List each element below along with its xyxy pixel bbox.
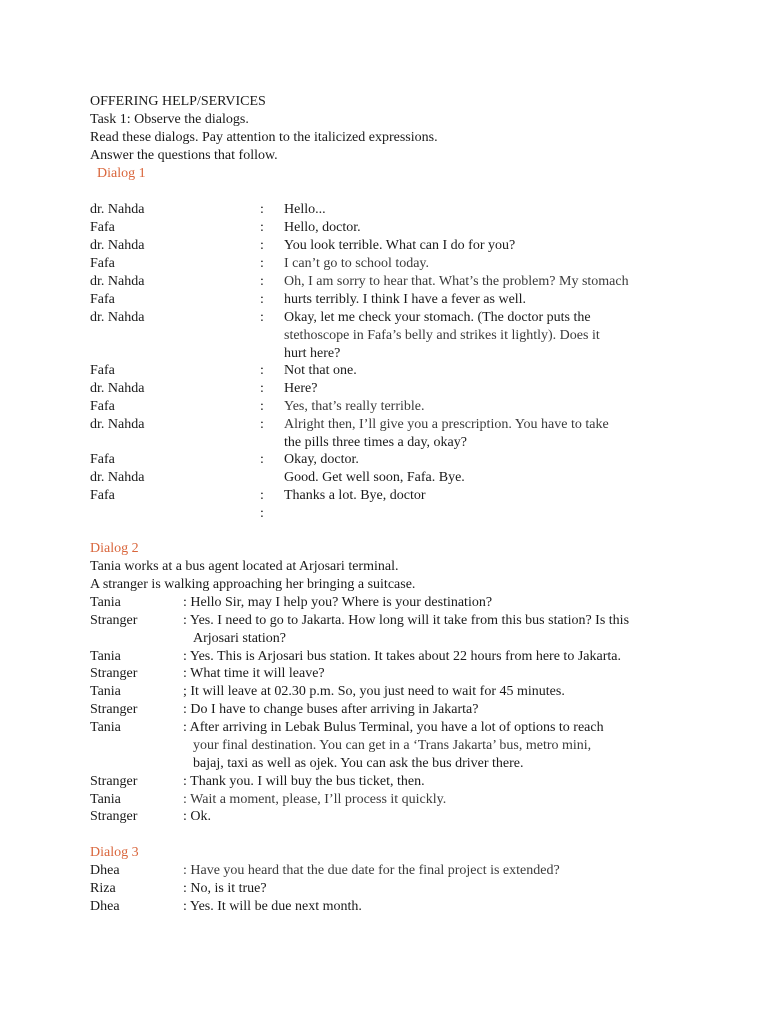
- dialog-line: : Yes. It will be due next month.: [183, 899, 362, 914]
- dialog-line: Oh, I am sorry to hear that. What’s the problem? My stomach: [284, 274, 629, 289]
- speaker-name: dr. Nahda: [90, 417, 145, 432]
- instruction-line: Answer the questions that follow.: [90, 148, 278, 163]
- instruction-line: Read these dialogs. Pay attention to the italicized expressions.: [90, 130, 438, 145]
- speaker-name: Stranger: [90, 613, 138, 628]
- dialog-line: Yes, that’s really terrible.: [284, 399, 425, 414]
- speaker-name: Fafa: [90, 399, 115, 414]
- dialog1-heading: Dialog 1: [97, 166, 146, 181]
- speaker-name: Stranger: [90, 702, 138, 717]
- speaker-name: Tania: [90, 684, 121, 699]
- colon: :: [260, 238, 264, 253]
- dialog-line: Okay, let me check your stomach. (The doctor puts the: [284, 310, 591, 325]
- dialog3-heading: Dialog 3: [90, 845, 139, 860]
- dialog-line: You look terrible. What can I do for you?: [284, 238, 516, 253]
- dialog-line: stethoscope in Fafa’s belly and strikes it lightly). Does it: [284, 328, 600, 343]
- dialog-line: your final destination. You can get in a ‘Trans Jakarta’ bus, metro mini,: [193, 738, 592, 753]
- speaker-name: Tania: [90, 792, 121, 807]
- page-title: OFFERING HELP/SERVICES: [90, 94, 266, 109]
- dialog-line: hurt here?: [284, 346, 341, 361]
- dialog-line: : Yes. This is Arjosari bus station. It takes about 22 hours from here to Jakarta.: [183, 649, 621, 664]
- colon: :: [260, 310, 264, 325]
- speaker-name: Fafa: [90, 292, 115, 307]
- dialog2-heading: Dialog 2: [90, 541, 139, 556]
- speaker-name: Fafa: [90, 363, 115, 378]
- speaker-name: Stranger: [90, 809, 138, 824]
- speaker-name: dr. Nahda: [90, 238, 145, 253]
- speaker-name: Dhea: [90, 899, 120, 914]
- dialog-line: : Have you heard that the due date for the final project is extended?: [183, 863, 560, 878]
- speaker-name: Stranger: [90, 666, 138, 681]
- colon: :: [260, 202, 264, 217]
- speaker-name: Fafa: [90, 220, 115, 235]
- colon: :: [260, 506, 264, 521]
- dialog-line: : Do I have to change buses after arriving in Jakarta?: [183, 702, 479, 717]
- colon: :: [260, 363, 264, 378]
- colon: :: [260, 452, 264, 467]
- dialog-line: Hello...: [284, 202, 326, 217]
- speaker-name: Tania: [90, 595, 121, 610]
- dialog-line: the pills three times a day, okay?: [284, 435, 467, 450]
- dialog-line: : Thank you. I will buy the bus ticket, then.: [183, 774, 425, 789]
- speaker-name: Fafa: [90, 488, 115, 503]
- speaker-name: Dhea: [90, 863, 120, 878]
- colon: :: [260, 292, 264, 307]
- speaker-name: dr. Nahda: [90, 381, 145, 396]
- dialog-line: : No, is it true?: [183, 881, 267, 896]
- instruction-line: Task 1: Observe the dialogs.: [90, 112, 249, 127]
- dialog2-intro: Tania works at a bus agent located at Arjosari terminal.: [90, 559, 399, 574]
- speaker-name: dr. Nahda: [90, 470, 145, 485]
- dialog-line: Good. Get well soon, Fafa. Bye.: [284, 470, 465, 485]
- dialog-line: : What time it will leave?: [183, 666, 325, 681]
- dialog-line: Thanks a lot. Bye, doctor: [284, 488, 426, 503]
- speaker-name: dr. Nahda: [90, 202, 145, 217]
- dialog2-intro: A stranger is walking approaching her bringing a suitcase.: [90, 577, 416, 592]
- speaker-name: Stranger: [90, 774, 138, 789]
- colon: :: [260, 256, 264, 271]
- dialog-line: Okay, doctor.: [284, 452, 359, 467]
- speaker-name: Tania: [90, 720, 121, 735]
- dialog-line: Arjosari station?: [193, 631, 286, 646]
- colon: :: [260, 417, 264, 432]
- speaker-name: Fafa: [90, 452, 115, 467]
- dialog-line: Here?: [284, 381, 318, 396]
- dialog-line: : Hello Sir, may I help you? Where is your destination?: [183, 595, 493, 610]
- speaker-name: Tania: [90, 649, 121, 664]
- speaker-name: Riza: [90, 881, 116, 896]
- dialog-line: : Ok.: [183, 809, 211, 824]
- dialog-line: : Wait a moment, please, I’ll process it quickly.: [183, 792, 447, 807]
- colon: :: [260, 381, 264, 396]
- colon: :: [260, 488, 264, 503]
- dialog-line: : After arriving in Lebak Bulus Terminal, you have a lot of options to reach: [183, 720, 604, 735]
- colon: :: [260, 399, 264, 414]
- speaker-name: dr. Nahda: [90, 310, 145, 325]
- speaker-name: Fafa: [90, 256, 115, 271]
- speaker-name: dr. Nahda: [90, 274, 145, 289]
- dialog-line: Hello, doctor.: [284, 220, 361, 235]
- dialog-line: I can’t go to school today.: [284, 256, 430, 271]
- dialog-line: : Yes. I need to go to Jakarta. How long will it take from this bus station? Is this: [183, 613, 630, 628]
- colon: :: [260, 274, 264, 289]
- dialog-line: hurts terribly. I think I have a fever as well.: [284, 292, 527, 307]
- colon: :: [260, 220, 264, 235]
- dialog-line: Alright then, I’ll give you a prescription. You have to take: [284, 417, 609, 432]
- dialog-line: ; It will leave at 02.30 p.m. So, you just need to wait for 45 minutes.: [183, 684, 565, 699]
- dialog-line: bajaj, taxi as well as ojek. You can ask the bus driver there.: [193, 756, 524, 771]
- dialog-line: Not that one.: [284, 363, 357, 378]
